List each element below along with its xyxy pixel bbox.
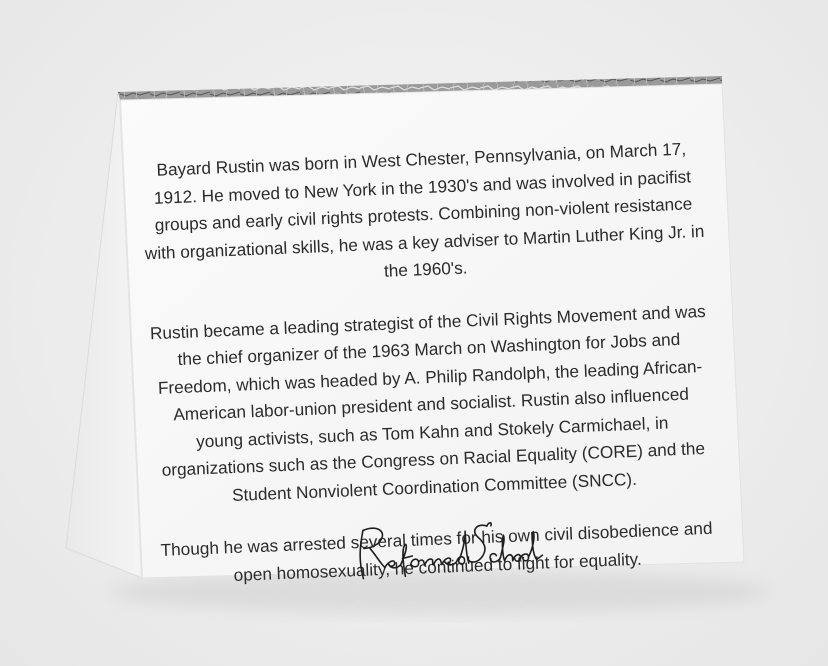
reformedschool-signature-logo: [348, 509, 551, 589]
paragraph-equality: Though he was arrested several times for his own civil disobedience and open homosexuality, he continued to fight for equality.: [160, 517, 713, 585]
paragraph-birth: Bayard Rustin was born in West Chester, Pennsylvania, on March 17, 1912. He moved to New York in the 1930's and was involved in pacifist groups and early civil rights protests. Combining non-violent resistance with organizational skills, he was a key adviser to Martin Luther King Jr. in the 1960's.: [144, 138, 705, 281]
paragraph-strategist: Rustin became a leading strategist of the Civil Rights Movement and was the chief organizer of the 1963 March on Washington for Jobs and Freedom, which was headed by A. Philip Randolph, the leading African-American labor-union president and socialist. Rustin also influenced young activists, such as Tom Kahn and Stokely Carmichael, in organizations such as the Congress on Racial Equality (CORE) and the Student Nonviolent Coordination Committee (SNCC).: [149, 300, 706, 505]
